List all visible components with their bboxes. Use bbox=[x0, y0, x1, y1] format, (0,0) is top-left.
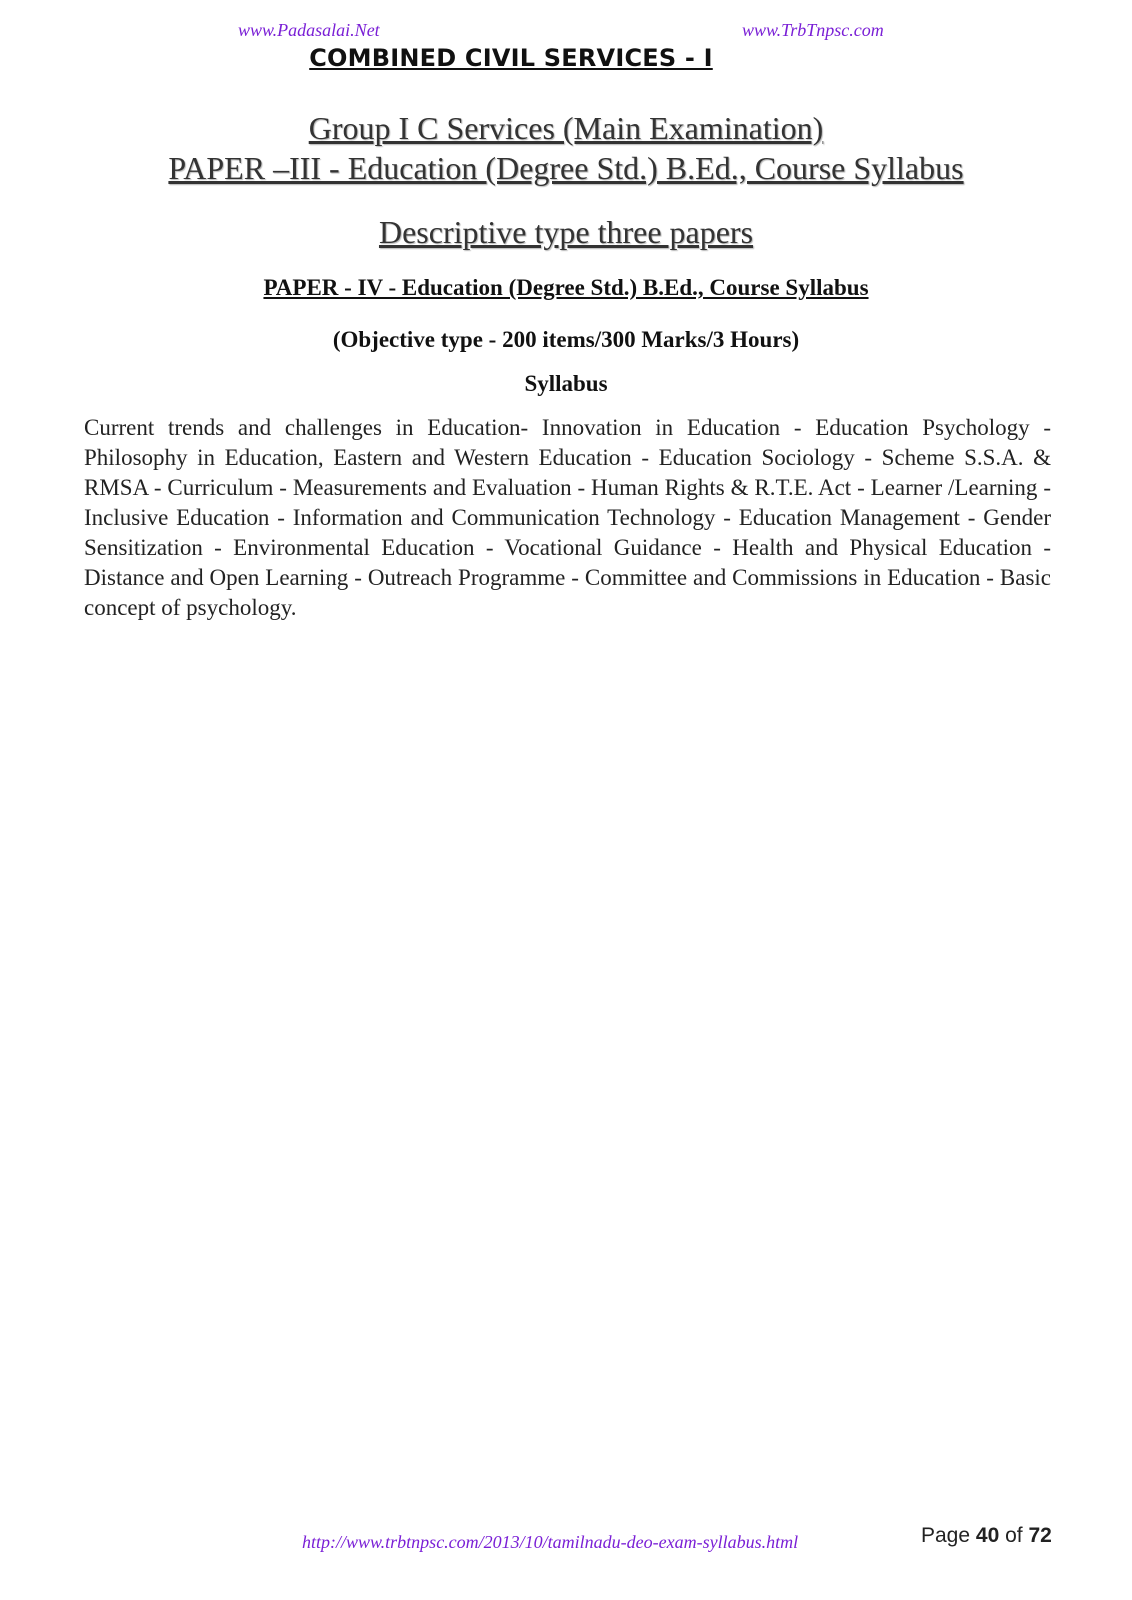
group-title bbox=[40, 108, 1092, 188]
syllabus-heading: Syllabus bbox=[524, 371, 608, 396]
objective-note: (Objective type - 200 items/300 Marks/3 Hours) bbox=[332, 327, 800, 352]
page-total: 72 bbox=[1028, 1524, 1052, 1547]
syllabus-paragraph: Current trends and challenges in Education- Innovation in Education - Education Psychology -Philosophy in Education, Eastern and Western Education - Education Sociology - Scheme S.S.A. & RMSA - Curriculum - Measurements and Evaluation - Human Rights & R.T.E. Act - Learner /Learning - Inclusive Education - Information and Communication Technology - Education Management - Gender Sensitization - Environmental Education - Vocational Guidance - Health and Physical Education - Distance and Open Learning - Outreach Programme - Committee and Commissions in Education - Basic concept of psychology. bbox=[84, 415, 1051, 620]
page-label: Page bbox=[921, 1524, 971, 1547]
descriptive-heading: Descriptive type three papers bbox=[378, 214, 754, 250]
group-title-line-2: PAPER –III - Education (Degree Std.) B.Ed., Course Syllabus bbox=[168, 150, 964, 186]
group-title-line-1: Group I C Services (Main Examination) bbox=[308, 110, 824, 146]
page-current: 40 bbox=[975, 1524, 1000, 1547]
watermark-padasalai: www.Padasalai.Net bbox=[238, 20, 380, 40]
watermark-trbtnpsc: www.TrbTnpsc.com bbox=[742, 20, 884, 40]
page-of: of bbox=[1005, 1524, 1023, 1547]
footer-url-link[interactable]: http://www.trbtnpsc.com/2013/10/tamilnadu-deo-exam-syllabus.html bbox=[302, 1532, 799, 1552]
page-number bbox=[921, 1524, 1052, 1548]
paper-4-heading: PAPER - IV - Education (Degree Std.) B.Ed., Course Syllabus bbox=[263, 275, 869, 300]
page-header-title: COMBINED CIVIL SERVICES - I bbox=[309, 44, 713, 72]
